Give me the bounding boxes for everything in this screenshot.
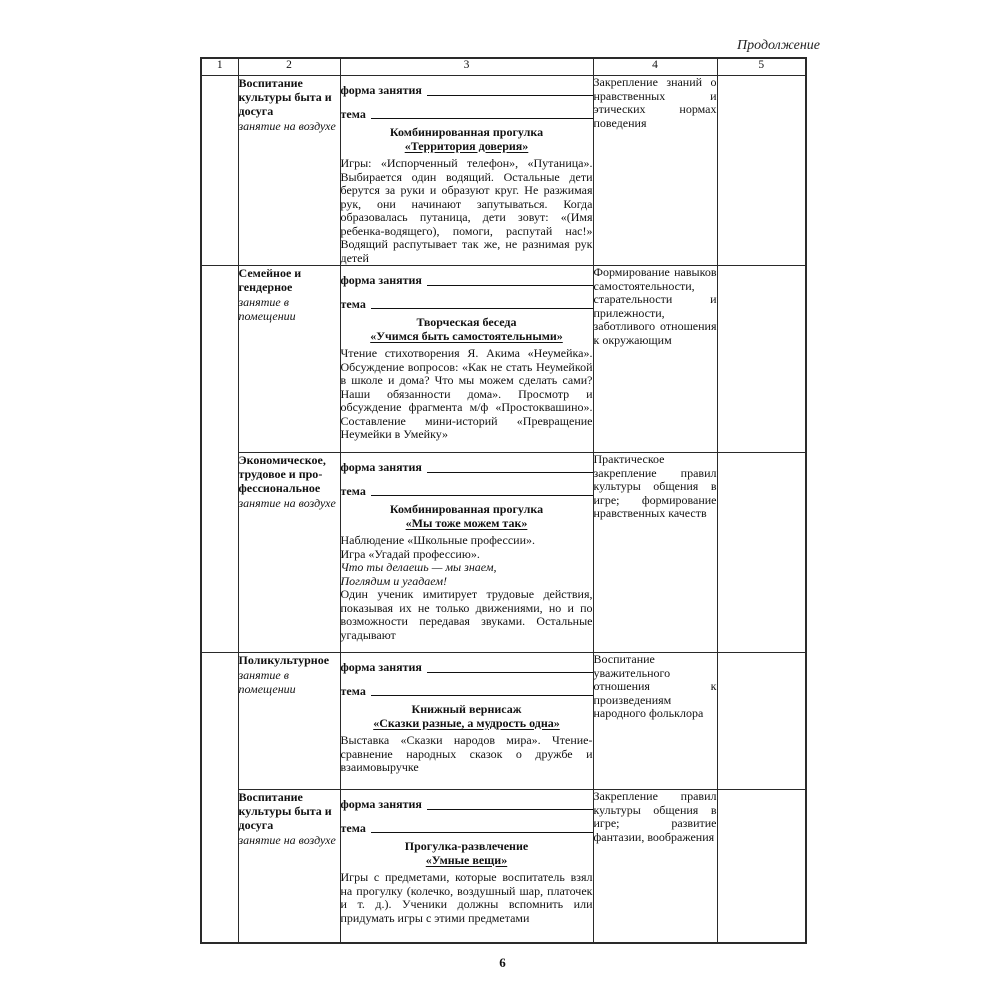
theme-line: [341, 298, 593, 312]
activity-type: Комбинированная прогулка: [389, 125, 544, 139]
blank-line: [427, 274, 593, 286]
activity-type: Книжный вернисаж: [411, 702, 522, 716]
form-label: форма занятия: [340, 660, 422, 674]
blank-line: [427, 661, 593, 673]
activity-cell: [340, 453, 593, 653]
objective-cell: Закрепление знаний о нравственных и этических нормах поведения: [593, 76, 717, 266]
direction-title: Экономическое, трудовое и профессиональное: [238, 453, 326, 495]
direction-setting: занятие на воздухе: [238, 496, 336, 510]
empty-cell: [717, 653, 806, 790]
activity-title: «Территория доверия»: [404, 138, 529, 153]
activity-type: Прогулка-развлечение: [404, 839, 529, 853]
activity-title: «Мы тоже можем так»: [405, 515, 528, 530]
form-line: [341, 798, 593, 812]
objective-cell: Формирование навыков самостоятельности, старательности и прилежности, заботливого отношения к окружающим: [593, 266, 717, 453]
activity-cell: [340, 266, 593, 453]
theme-label: тема: [340, 106, 366, 121]
activity-description: Чтение стихотворения Я. Акима «Неумейка». Обсуждение вопросов: «Как не стать Неумейкой в школе и дома? Что мы можем сделать сами? Наши обязанности дома». Просмотр и обсуждение фрагмента м/ф «Простоквашино». Составление мини-историй «Превращение Неумейки в Умейку»: [340, 346, 593, 441]
direction-setting: занятие в помещении: [238, 668, 296, 696]
number-cell: [201, 653, 238, 943]
blank-line: [371, 685, 593, 697]
direction-title: Семейное и гендерное: [238, 266, 302, 294]
theme-line: [341, 108, 593, 122]
direction-cell: [238, 266, 340, 453]
table-row: [201, 653, 806, 790]
activity-cell: [340, 76, 593, 266]
activity-description: Игры: «Испорченный телефон», «Путаница». Выбирается один водящий. Остальные дети берутся за руки и образуют круг. Не разжимая рук, они начинают запутываться. Когда образовалась путаница, дети зовут: «(Имя ребенка-водящего), помоги, распутай нас!» Водящий распутывает так же, не разнимая рук детей: [340, 156, 593, 265]
blank-line: [371, 485, 593, 497]
direction-title: Воспитание культуры быта и досуга: [238, 790, 332, 832]
direction-setting: занятие на воздухе: [238, 833, 336, 847]
column-header-4: 4: [593, 58, 717, 76]
objective-cell: Закрепление правил культуры общения в игре; развитие фантазии, воображения: [593, 790, 717, 943]
table-header-row: [201, 58, 806, 76]
table-row: [201, 76, 806, 266]
form-label: форма занятия: [340, 273, 422, 287]
column-header-3: 3: [340, 58, 593, 76]
activity-type: Комбинированная прогулка: [389, 502, 544, 516]
column-header-1: 1: [201, 58, 238, 76]
empty-cell: [717, 790, 806, 943]
form-label: форма занятия: [340, 797, 422, 811]
blank-line: [427, 798, 593, 810]
activity-description: Выставка «Сказки народов мира». Чтение-сравнение народных сказок о дружбе и взаимовыручке: [340, 733, 593, 774]
blank-line: [427, 84, 593, 96]
quote-line: Поглядим и угадаем!: [340, 573, 447, 588]
activity-title: «Сказки разные, а мудрость одна»: [373, 715, 560, 730]
direction-setting: занятие в помещении: [238, 295, 296, 323]
direction-cell: [238, 76, 340, 266]
table-row: [201, 790, 806, 943]
theme-label: тема: [340, 683, 366, 698]
number-cell: [201, 76, 238, 266]
activity-cell: [340, 653, 593, 790]
form-line: [341, 84, 593, 98]
column-header-5: 5: [717, 58, 806, 76]
activity-title: «Умные вещи»: [425, 852, 508, 867]
column-header-2: 2: [238, 58, 340, 76]
objective-cell: Практическое закрепление правил культуры общения в игре; формирование нравственных качеств: [593, 453, 717, 653]
direction-cell: [238, 653, 340, 790]
blank-line: [371, 108, 593, 120]
empty-cell: [717, 266, 806, 453]
blank-line: [371, 822, 593, 834]
activity-title: «Учимся быть самостоятельными»: [370, 328, 563, 343]
description-line: Наблюдение «Школьные профессии».: [340, 533, 536, 547]
blank-line: [427, 461, 593, 473]
activity-description: Игры с предметами, которые воспитатель взял на прогулку (колечко, воздушный шар, платочек и т. д.). Ученики должны вспомнить или придумать игры с этими предметами: [340, 870, 593, 925]
theme-label: тема: [340, 483, 366, 498]
direction-setting: занятие на воздухе: [238, 119, 336, 133]
theme-line: [341, 822, 593, 836]
theme-label: тема: [340, 296, 366, 311]
form-label: форма занятия: [340, 460, 422, 474]
schedule-table: [200, 57, 807, 944]
form-line: [341, 274, 593, 288]
description-line: Один ученик имитирует трудовые действия, показывая их не только движениями, но и по возможности передавая звуками. Остальные угадывают: [340, 587, 593, 642]
empty-cell: [717, 453, 806, 653]
number-cell: [201, 266, 238, 653]
table-row: [201, 453, 806, 653]
activity-cell: [340, 790, 593, 943]
direction-title: Воспитание культуры быта и досуга: [238, 76, 332, 118]
activity-type: Творческая беседа: [416, 315, 517, 329]
blank-line: [371, 298, 593, 310]
quote-line: Что ты делаешь — мы знаем,: [340, 560, 497, 574]
theme-line: [341, 485, 593, 499]
form-line: [341, 661, 593, 675]
direction-cell: [238, 790, 340, 943]
description-line: Игра «Угадай профессию».: [340, 546, 480, 561]
continuation-label: Продолжение: [737, 38, 820, 53]
theme-label: тема: [340, 820, 366, 835]
form-line: [341, 461, 593, 475]
page-number: 6: [499, 955, 506, 970]
direction-title: Поликультурное: [238, 653, 330, 667]
form-label: форма занятия: [340, 83, 422, 97]
empty-cell: [717, 76, 806, 266]
theme-line: [341, 685, 593, 699]
objective-cell: Воспитание уважительного отношения к произведениям народного фольклора: [593, 653, 717, 790]
direction-cell: [238, 453, 340, 653]
table-row: [201, 266, 806, 453]
